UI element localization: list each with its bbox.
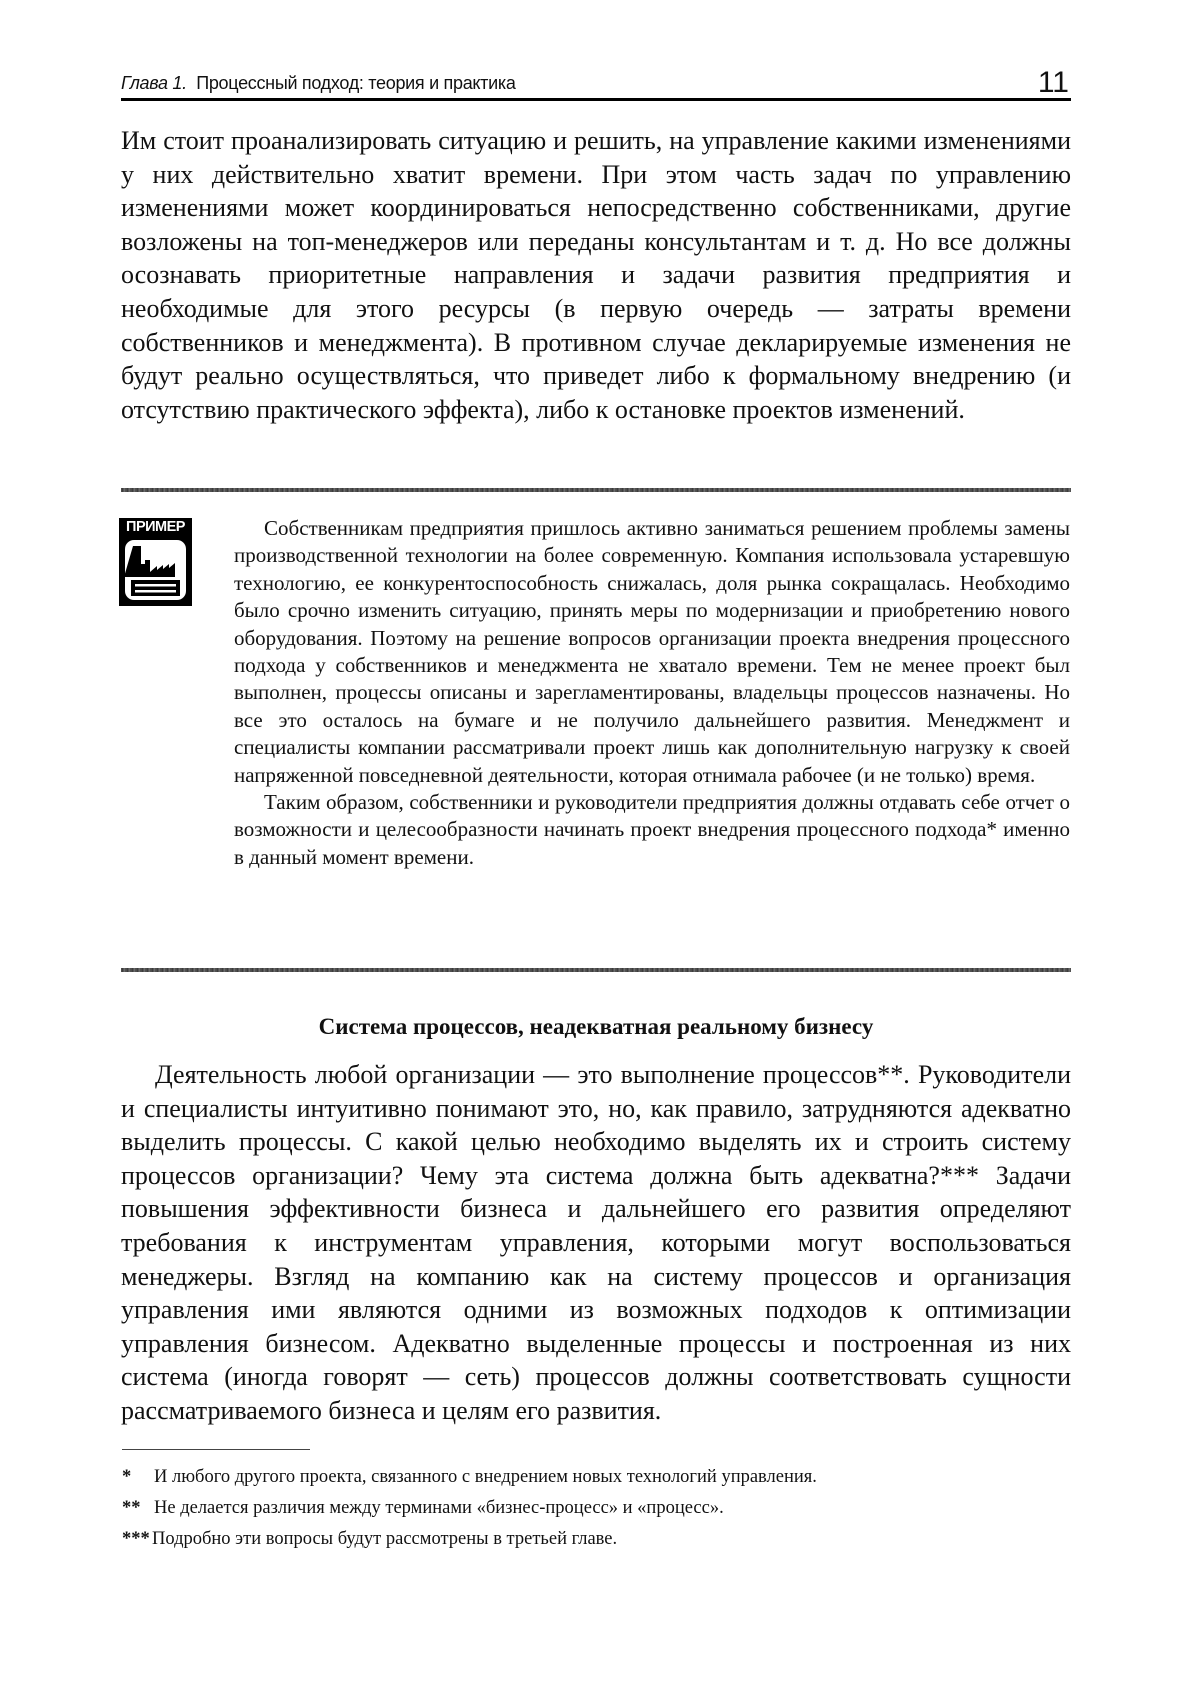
footnote-mark: * <box>122 1467 132 1487</box>
section-paragraph-block <box>121 1058 1071 1428</box>
factory-icon <box>123 538 188 602</box>
example-paragraph: Таким образом, собственники и руководители предприятия должны отдавать себе отчет о возможности и целесообразности начинать проект внедрения процессного подхода* именно в данный момент времени. <box>234 790 1070 869</box>
section-paragraph: Деятельность любой организации — это выполнение процессов**. Руководители и специалисты интуитивно понимают это, но, как правило, затрудняются адекватно выделить процессы. С какой целью необходимо выделять их и строить систему процессов организации? Чему эта система должна быть адекватна?*** Задачи повышения эффективности бизнеса и дальнейшего его развития определяют требования к инструментам управления, которыми могут воспользоваться менеджеры. Взгляд на компанию как на систему процессов и организация управления ими являются одними из возможных подходов к оптимизации управления бизнесом. Адекватно выделенные процессы и построенная из них система (иногда говорят — сеть) процессов должны соответствовать сущности рассматриваемого бизнеса и целям его развития. <box>121 1060 1071 1425</box>
footnote-text: Не делается различия между терминами «бизнес-процесс» и «процесс». <box>154 1498 724 1518</box>
chapter-title: Процессный подход: теория и практика <box>196 73 516 93</box>
intro-paragraph: Им стоит проанализировать ситуацию и решить, на управление какими изменениями у них действительно хватит времени. При этом часть задач по управлению изменениями может координироваться непосредственно собственниками, другие возложены на топ-менеджеров или переданы консультантам и т. д. Но все должны осознавать приоритетные направления и задачи развития предприятия и необходимые для этого ресурсы (в первую очередь — затраты времени собственников и менеджмента). В противном случае декларируемые изменения не будут реально осуществляться, что приведет либо к формальному внедрению (и отсутствию практического эффекта), либо к остановке проектов изменений. <box>121 126 1071 424</box>
running-header <box>121 66 1071 101</box>
example-text-block <box>234 515 1070 871</box>
footnote <box>122 1493 1062 1524</box>
footnote <box>122 1462 1062 1493</box>
example-badge <box>119 518 192 606</box>
footnote-mark: ** <box>122 1498 141 1518</box>
footnote <box>122 1524 1062 1555</box>
running-title <box>121 73 516 94</box>
example-badge-label: ПРИМЕР <box>126 519 185 535</box>
intro-paragraph-block <box>121 124 1071 426</box>
footnote-mark: *** <box>122 1529 150 1549</box>
example-top-rule <box>121 488 1071 492</box>
example-bottom-rule <box>121 968 1071 972</box>
chapter-label: Глава 1. <box>121 73 187 93</box>
footnote-text: И любого другого проекта, связанного с внедрением новых технологий управления. <box>154 1467 817 1487</box>
footnote-text: Подробно эти вопросы будут рассмотрены в третьей главе. <box>152 1529 618 1549</box>
footnote-divider <box>122 1449 310 1450</box>
page-number: 11 <box>1037 66 1069 99</box>
footnotes <box>122 1462 1062 1555</box>
example-paragraph: Собственникам предприятия пришлось активно заниматься решением проблемы замены производственной технологии на более современную. Компания использовала устаревшую технологию, ее конкурентоспособность снижалась, доля рынка сокращалась. Необходимо было срочно изменить ситуацию, принять меры по модернизации и приобретению нового оборудования. Поэтому на решение вопросов организации проекта внедрения процессного подхода у собственников и менеджмента не хватало времени. Тем не менее проект был выполнен, процессы описаны и зарегламентированы, владельцы процессов назначены. Но все это осталось на бумаге и не получило дальнейшего развития. Менеджмент и специалисты компании рассматривали проект лишь как дополнительную нагрузку к своей напряженной повседневной деятельности, которая отнимала рабочее (и не только) время. <box>234 516 1070 787</box>
section-heading: Система процессов, неадекватная реальному бизнесу <box>318 1014 874 1039</box>
